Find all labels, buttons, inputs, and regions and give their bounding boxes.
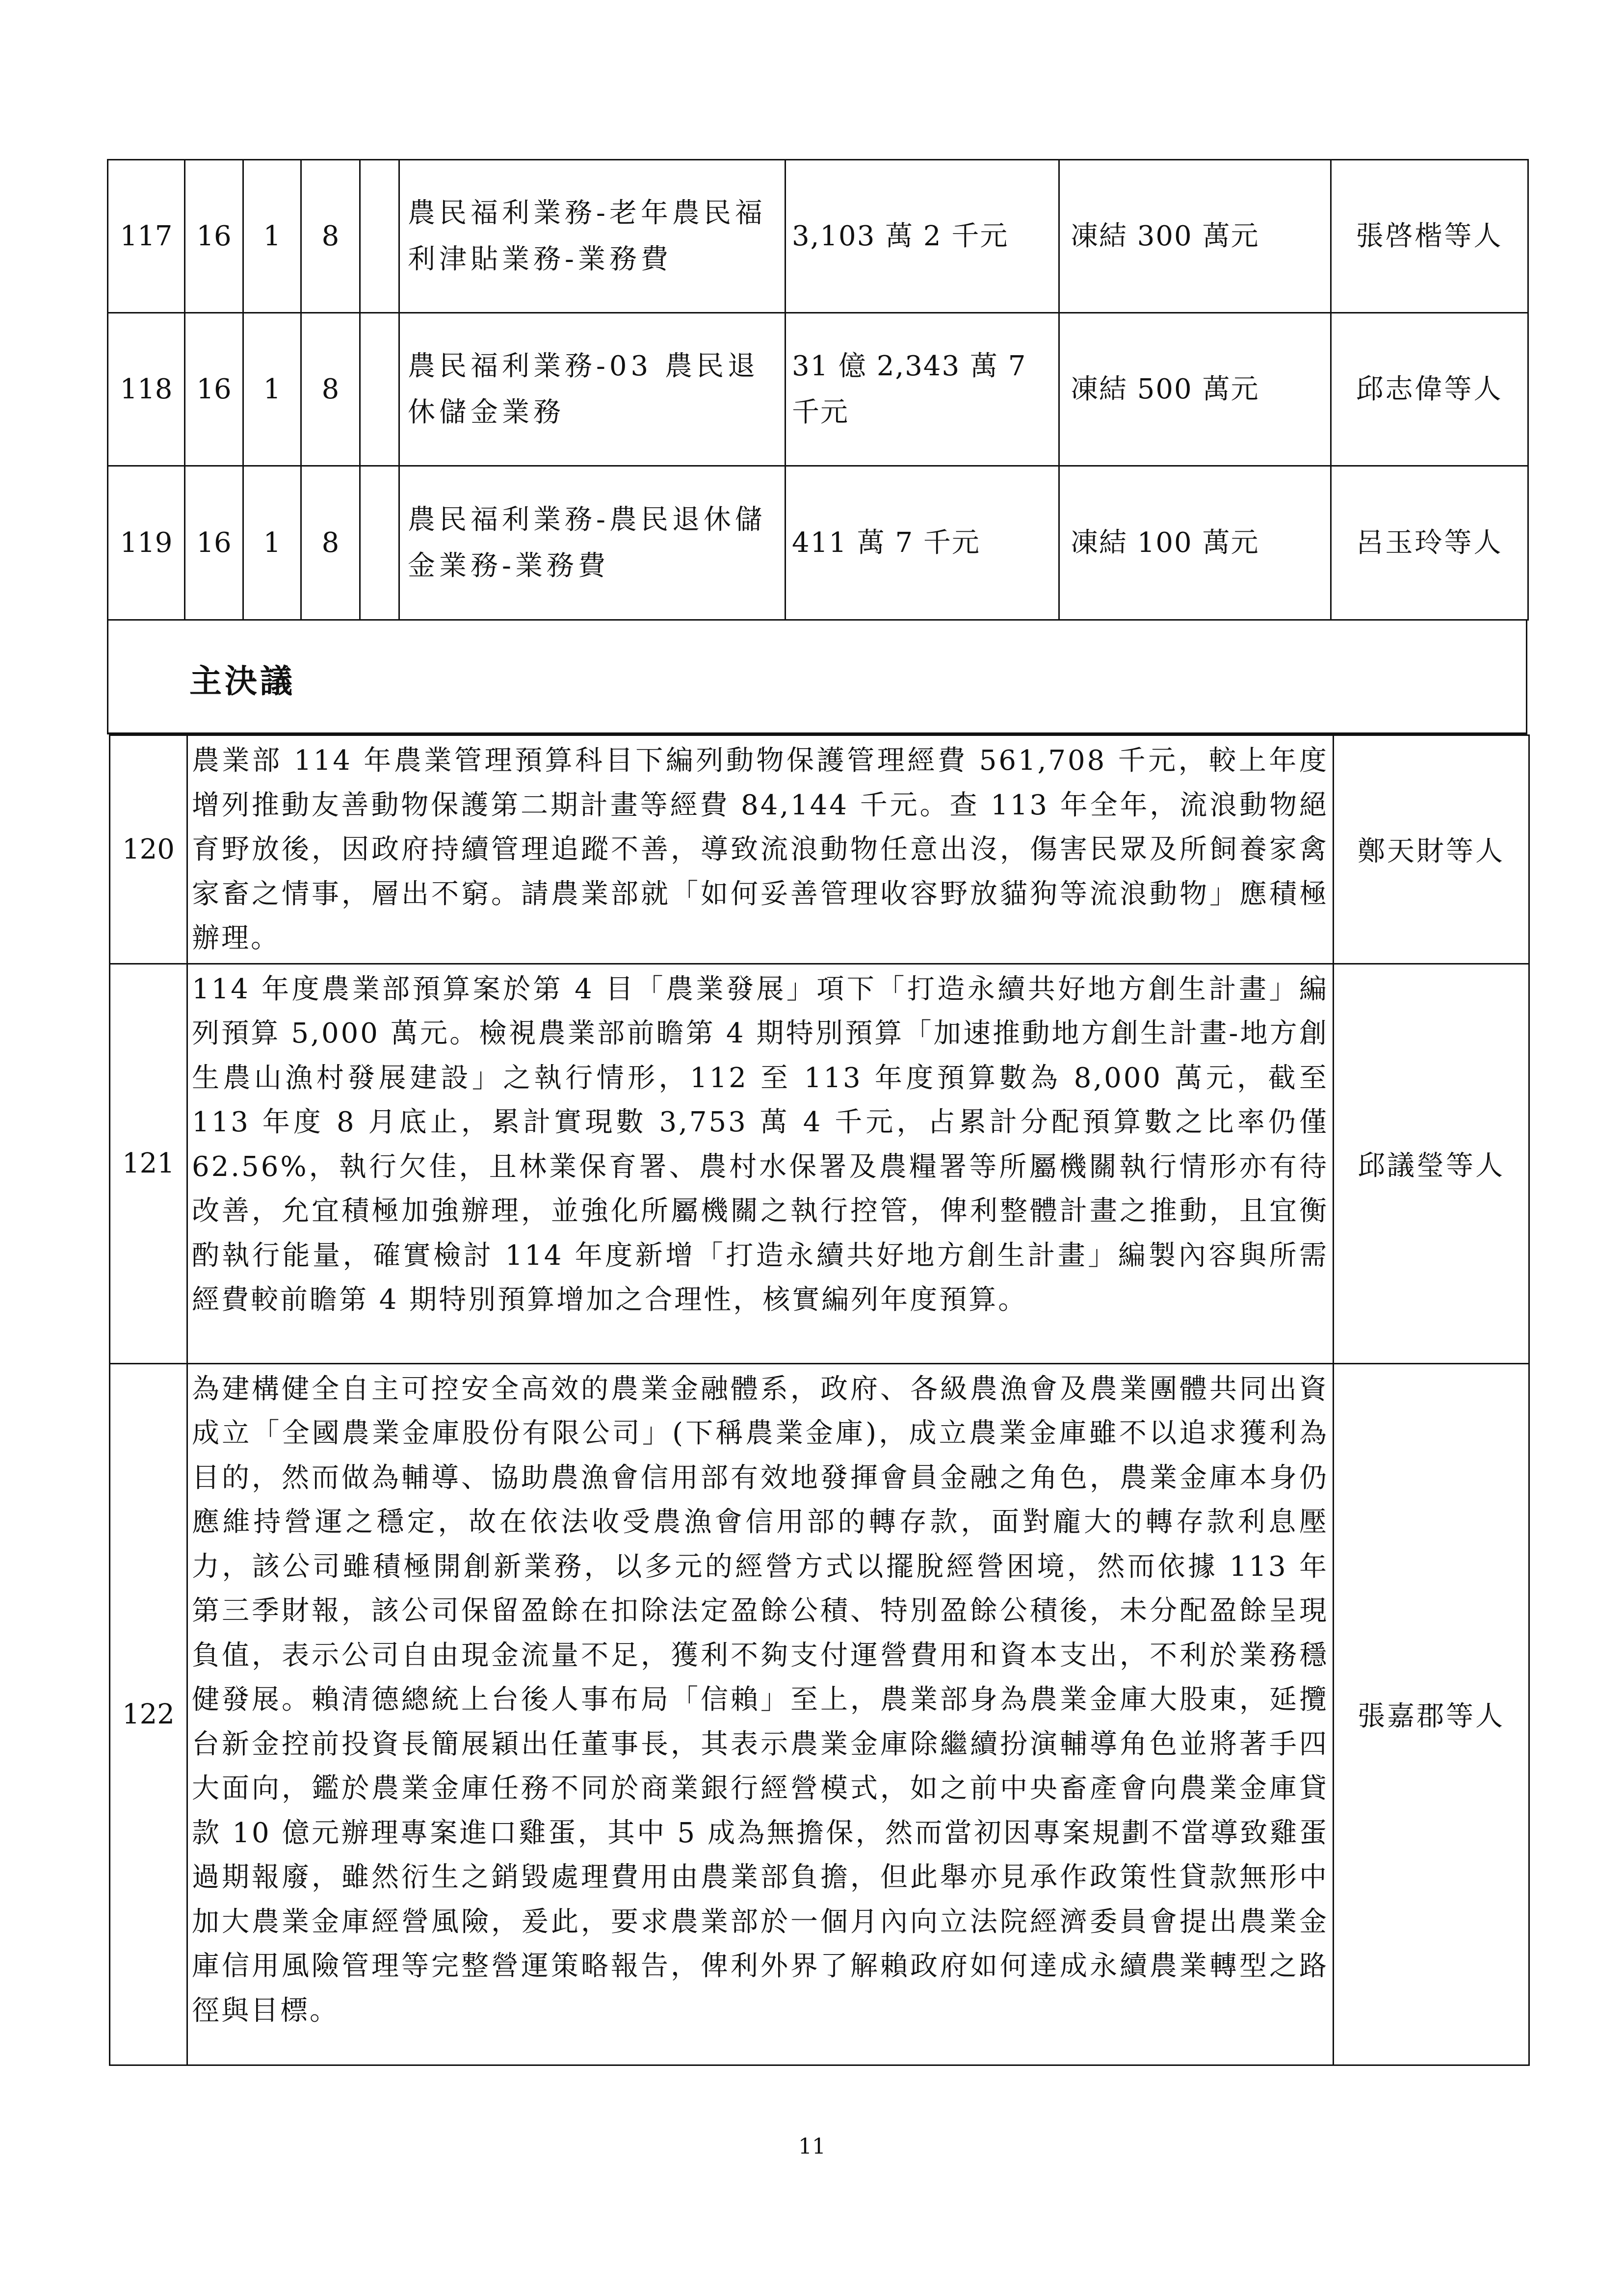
budget-item: 農民福利業務-農民退休儲金業務-業務費 bbox=[399, 466, 786, 620]
budget-amount: 31 億 2,343 萬 7 千元 bbox=[786, 313, 1059, 466]
resolution-text: 農業部 114 年農業管理預算科目下編列動物保護管理經費 561,708 千元，較上年度增列推動友善動物保護第二期計畫等經費 84,144 千元。查 113 年全年，流浪動物絕育野放後，因政府持續管理追蹤不善，導致流浪動物任意出沒，傷害民眾及所飼養家禽家畜之情事，層出不窮。請農業部就「如何妥善管理收容野放貓狗等流浪動物」應積極辦理。 bbox=[187, 735, 1334, 964]
code-column-3: 1 bbox=[243, 466, 301, 620]
proposer: 張嘉郡等人 bbox=[1334, 1363, 1529, 2065]
code-column-5 bbox=[360, 466, 399, 620]
row-number: 119 bbox=[108, 466, 185, 620]
resolution-text: 114 年度農業部預算案於第 4 目「農業發展」項下「打造永續共好地方創生計畫」編列預算 5,000 萬元。檢視農業部前瞻第 4 期特別預算「加速推動地方創生計畫-地方創生農山漁村發展建設」之執行情形，112 至 113 年度預算數為 8,000 萬元，截至 113 年度 8 月底止，累計實現數 3,753 萬 4 千元，占累計分配預算數之比率仍僅 62.56%，執行欠佳，且林業保育署、農村水保署及農糧署等所屬機關執行情形亦有待改善，允宜積極加強辦理，並強化所屬機關之執行控管，俾利整體計畫之推動，且宜衡酌執行能量，確實檢討 114 年度新增「打造永續共好地方創生計畫」編製內容與所需經費較前瞻第 4 期特別預算增加之合理性，核實編列年度預算。 bbox=[187, 964, 1334, 1363]
resolution-number: 120 bbox=[110, 735, 187, 964]
proposer: 呂玉玲等人 bbox=[1331, 466, 1528, 620]
row-number: 117 bbox=[108, 160, 185, 313]
budget-action: 凍結 500 萬元 bbox=[1059, 313, 1331, 466]
resolution-number: 121 bbox=[110, 964, 187, 1363]
proposer: 張啓楷等人 bbox=[1331, 160, 1528, 313]
code-column-5 bbox=[360, 313, 399, 466]
code-column-5 bbox=[360, 160, 399, 313]
section-header bbox=[107, 621, 1527, 734]
budget-action: 凍結 100 萬元 bbox=[1059, 466, 1331, 620]
code-column-2: 16 bbox=[185, 160, 243, 313]
table-row bbox=[108, 160, 1528, 313]
table-row bbox=[110, 735, 1529, 964]
budget-item: 農民福利業務-老年農民福利津貼業務-業務費 bbox=[399, 160, 786, 313]
budget-action: 凍結 300 萬元 bbox=[1059, 160, 1331, 313]
code-column-4: 8 bbox=[301, 160, 360, 313]
proposer: 邱議瑩等人 bbox=[1334, 964, 1529, 1363]
table-row bbox=[110, 1363, 1529, 2065]
code-column-2: 16 bbox=[185, 313, 243, 466]
section-title: 主決議 bbox=[189, 662, 295, 700]
resolution-number: 122 bbox=[110, 1363, 187, 2065]
code-column-2: 16 bbox=[185, 466, 243, 620]
resolutions-table bbox=[109, 734, 1530, 2066]
code-column-4: 8 bbox=[301, 313, 360, 466]
proposer: 邱志偉等人 bbox=[1331, 313, 1528, 466]
page-number: 11 bbox=[798, 2134, 826, 2159]
code-column-3: 1 bbox=[243, 160, 301, 313]
table-row bbox=[110, 964, 1529, 1363]
budget-table bbox=[107, 159, 1529, 621]
budget-amount: 3,103 萬 2 千元 bbox=[786, 160, 1059, 313]
budget-amount: 411 萬 7 千元 bbox=[786, 466, 1059, 620]
table-row bbox=[108, 313, 1528, 466]
budget-item: 農民福利業務-03 農民退休儲金業務 bbox=[399, 313, 786, 466]
proposer: 鄭天財等人 bbox=[1334, 735, 1529, 964]
table-row bbox=[108, 466, 1528, 620]
code-column-4: 8 bbox=[301, 466, 360, 620]
code-column-3: 1 bbox=[243, 313, 301, 466]
row-number: 118 bbox=[108, 313, 185, 466]
resolution-text: 為建構健全自主可控安全高效的農業金融體系，政府、各級農漁會及農業團體共同出資成立「全國農業金庫股份有限公司」(下稱農業金庫)，成立農業金庫雖不以追求獲利為目的，然而做為輔導、協助農漁會信用部有效地發揮會員金融之角色，農業金庫本身仍應維持營運之穩定，故在依法收受農漁會信用部的轉存款，面對龐大的轉存款利息壓力，該公司雖積極開創新業務，以多元的經營方式以擺脫經營困境，然而依據 113 年第三季財報，該公司保留盈餘在扣除法定盈餘公積、特別盈餘公積後，未分配盈餘呈現負值，表示公司自由現金流量不足，獲利不夠支付運營費用和資本支出，不利於業務穩健發展。賴清德總統上台後人事布局「信賴」至上，農業部身為農業金庫大股東，延攬台新金控前投資長簡展穎出任董事長，其表示農業金庫除繼續扮演輔導角色並將著手四大面向，鑑於農業金庫任務不同於商業銀行經營模式，如之前中央畜產會向農業金庫貸款 10 億元辦理專案進口雞蛋，其中 5 成為無擔保，然而當初因專案規劃不當導致雞蛋過期報廢，雖然衍生之銷毀處理費用由農業部負擔，但此舉亦見承作政策性貸款無形中加大農業金庫經營風險，爰此，要求農業部於一個月內向立法院經濟委員會提出農業金庫信用風險管理等完整營運策略報告，俾利外界了解賴政府如何達成永續農業轉型之路徑與目標。 bbox=[187, 1363, 1334, 2065]
